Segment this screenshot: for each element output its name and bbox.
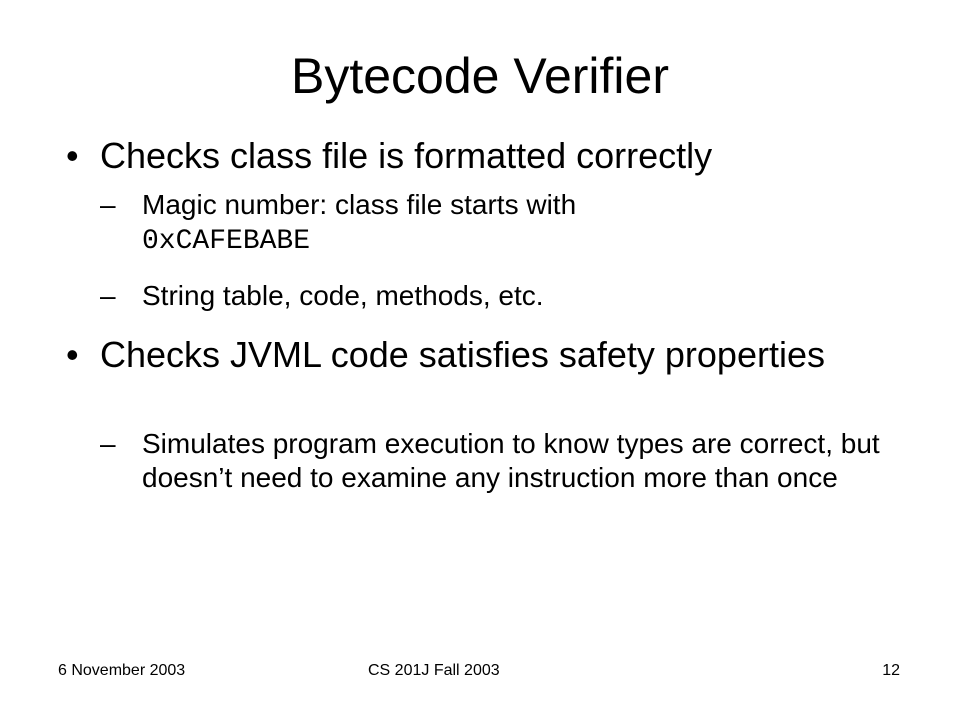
sub-bullet-text: Magic number: class file starts with (142, 189, 577, 220)
sub-bullet-item (100, 427, 902, 495)
bullet-marker: • (66, 334, 79, 375)
footer-course: CS 201J Fall 2003 (368, 662, 500, 679)
dash-marker: – (100, 189, 116, 220)
dash-marker: – (100, 428, 116, 459)
sub-bullet-item (100, 188, 902, 259)
bullet-item (66, 134, 920, 177)
bullet-marker: • (66, 135, 79, 176)
bullet-text: Checks class file is formatted correctly (100, 135, 713, 176)
sub-bullet-item (100, 279, 902, 313)
code-literal: 0xCAFEBABE (142, 226, 311, 257)
footer-page-number: 12 (882, 662, 900, 679)
slide-title: Bytecode Verifier (291, 48, 669, 104)
dash-marker: – (100, 280, 116, 311)
footer-date: 6 November 2003 (58, 662, 186, 679)
sub-bullet-text: String table, code, methods, etc. (142, 280, 544, 311)
bullet-item (66, 333, 860, 376)
sub-bullet-text: Simulates program execution to know types are correct, but doesn’t need to examine any instruction more than once (142, 428, 880, 493)
bullet-text: Checks JVML code satisfies safety properties (100, 334, 825, 375)
